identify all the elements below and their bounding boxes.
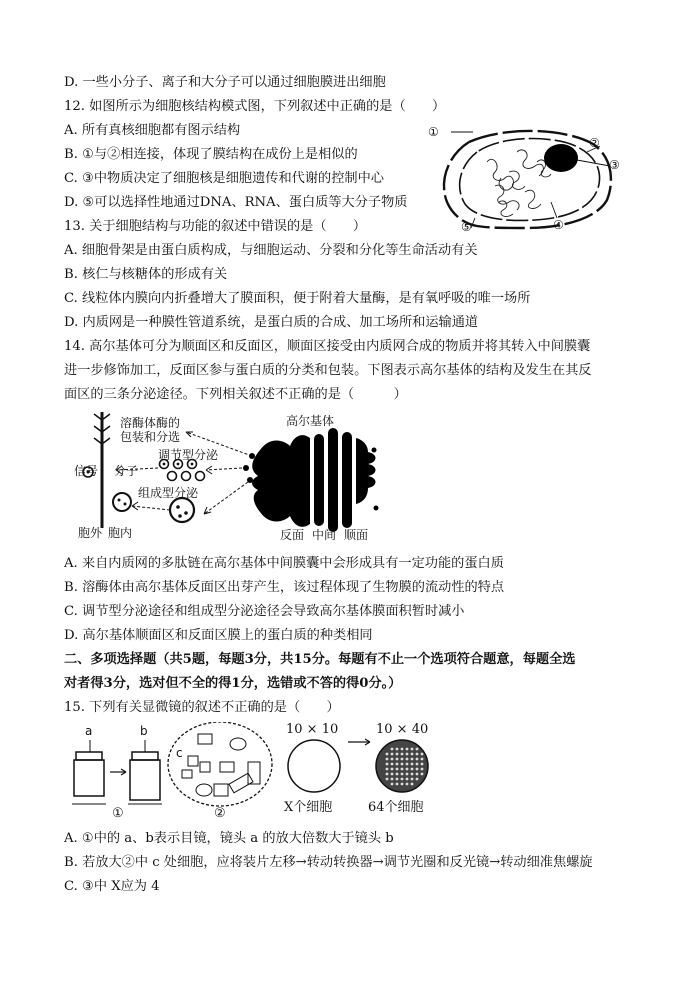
q12-option-a: A. 所有真核细胞都有图示结构 xyxy=(64,123,241,138)
x-cells-caption: X个细胞 xyxy=(284,800,333,815)
magnification-2: 10 × 40 xyxy=(376,722,429,737)
label-1: ① xyxy=(428,125,439,139)
inside-label: 胞内 xyxy=(108,526,133,540)
label-2: ② xyxy=(589,136,600,150)
q12-option-b: B. ①与②相连接，体现了膜结构在成份上是相似的 xyxy=(64,147,358,162)
cis-face-label: 顺面 xyxy=(344,528,369,542)
q13-option-c: C. 线粒体内膜向内折叠增大了膜面积，便于附着大量酶，是有氧呼吸的唯一场所 xyxy=(64,291,531,306)
q15-option-b: B. 若放大②中 c 处细胞，应将装片左移→转动转换器→调节光圈和反光镜→转动细准焦螺旋 xyxy=(64,855,593,870)
q12-option-c: C. ③中物质决定了细胞核是细胞遗传和代谢的控制中心 xyxy=(64,171,384,186)
cell-c-label: c xyxy=(176,746,183,760)
middle-label: 中间 xyxy=(312,528,337,542)
lens-a-label: a xyxy=(85,724,93,738)
q14-option-c: C. 调节型分泌途径和组成型分泌途径会导致高尔基体膜面积暂时减小 xyxy=(64,604,465,619)
lens-b-label: b xyxy=(140,724,148,738)
molecule-label: 分子 xyxy=(114,464,139,478)
nucleus-figure xyxy=(425,122,630,234)
figure-number-2: ② xyxy=(214,806,226,821)
label-4: ④ xyxy=(553,218,564,232)
section-2-heading-2: 对者得3分，选对但不全的得1分，选错或不答的得0分。） xyxy=(64,676,402,691)
signal-label: 信号 xyxy=(74,464,99,478)
section-2-heading-1: 二、多项选择题（共5题，每题3分，共15分。每题有不止一个选项符合题意，每题全选 xyxy=(64,652,576,667)
q13-option-a: A. 细胞骨架是由蛋白质构成，与细胞运动、分裂和分化等生命活动有关 xyxy=(64,243,478,258)
q14-stem-3: 面区的三条分泌途径。下列相关叙述不正确的是（ ） xyxy=(64,387,407,402)
golgi-figure xyxy=(74,410,394,544)
q15-option-c: C. ③中 X应为 4 xyxy=(64,879,160,894)
figure-number-1: ① xyxy=(112,806,124,821)
q14-option-a: A. 来自内质网的多肽链在高尔基体中间膜囊中会形成具有一定功能的蛋白质 xyxy=(64,556,504,571)
label-5: ⑤ xyxy=(461,220,472,234)
q14-stem-1: 14. 高尔基体可分为顺面区和反面区，顺面区接受由内质网合成的物质并将其转入中间膜囊 xyxy=(64,339,591,354)
q14-stem-2: 进一步修饰加工，反面区参与蛋白质的分类和包装。下图表示高尔基体的结构及发生在其反 xyxy=(64,363,592,378)
golgi-title-label: 高尔基体 xyxy=(286,414,335,428)
64-cells-caption: 64个细胞 xyxy=(368,800,424,815)
q14-option-b: B. 溶酶体由高尔基体反面区出芽产生，该过程体现了生物膜的流动性的特点 xyxy=(64,580,505,595)
q15-option-a: A. ①中的 a、b表示目镜，镜头 a 的放大倍数大于镜头 b xyxy=(64,831,394,846)
microscope-figure xyxy=(70,722,450,826)
q13-option-d: D. 内质网是一种膜性管道系统，是蛋白质的合成、加工场所和运输通道 xyxy=(64,315,479,330)
outside-label: 胞外 xyxy=(78,526,103,540)
magnification-1: 10 × 10 xyxy=(286,722,339,737)
q12-option-d: D. ⑤可以选择性地通过DNA、RNA、蛋白质等大分子物质 xyxy=(64,195,408,210)
q14-option-d: D. 高尔基体顺面区和反面区膜上的蛋白质的种类相同 xyxy=(64,628,373,643)
lysosome-label-2: 包装和分选 xyxy=(120,430,181,444)
constitutive-secretion-label: 组成型分泌 xyxy=(138,486,199,500)
q12-stem: 12. 如图所示为细胞核结构模式图，下列叙述中正确的是（ ） xyxy=(64,99,446,114)
q15-stem: 15. 下列有关显微镜的叙述不正确的是（ ） xyxy=(64,700,340,715)
label-3: ③ xyxy=(609,158,620,172)
q13-option-b: B. 核仁与核糖体的形成有关 xyxy=(64,267,228,282)
regulated-secretion-label: 调节型分泌 xyxy=(158,448,219,462)
q13-stem: 13. 关于细胞结构与功能的叙述中错误的是（ ） xyxy=(64,219,367,234)
q11-option-d: D. 一些小分子、离子和大分子可以通过细胞膜进出细胞 xyxy=(64,75,386,90)
lysosome-label-1: 溶酶体酶的 xyxy=(120,416,181,430)
trans-face-label: 反面 xyxy=(280,528,305,542)
